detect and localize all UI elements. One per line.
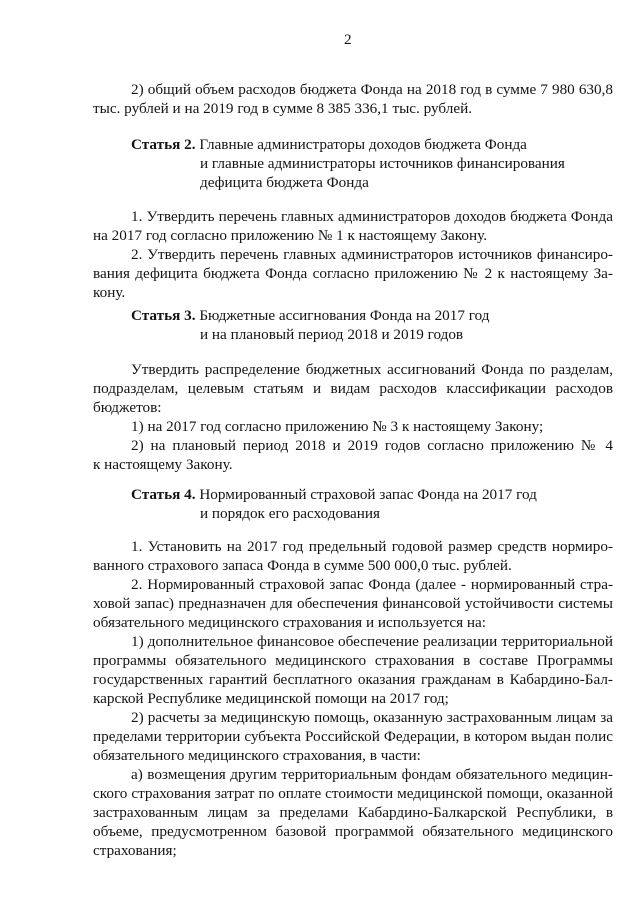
article-3-title: Бюджетные ассигнования Фонда на 2017 год <box>199 307 490 324</box>
text-line: 2. Нормированный страховой запас Фонда (далее - нормированный стра- <box>131 576 613 593</box>
article-2-title: дефицита бюджета Фонда <box>200 174 369 191</box>
text-line: обязательного медицинского страхования, в части: <box>93 747 421 764</box>
article-2-title: Главные администраторы доходов бюджета Фонда <box>199 136 527 153</box>
article-3-heading <box>131 306 489 326</box>
article-3-label: Статья 3. <box>131 307 196 324</box>
text-line: 1) дополнительное финансовое обеспечение реализации территориальной <box>131 633 613 650</box>
text-line: ванного страхового запаса Фонда в сумме 500 000,0 тыс. рублей. <box>93 557 512 574</box>
text-line: 2) общий объем расходов бюджета Фонда на 2018 год в сумме 7 980 630,8 <box>131 81 613 98</box>
article-4-title: Нормированный страховой запас Фонда на 2017 год <box>199 486 537 503</box>
text-line: 1) на 2017 год согласно приложению № 3 к настоящему Закону; <box>131 418 544 435</box>
text-line: подразделам, целевым статьям и видам расходов классификации расходов <box>93 380 613 397</box>
text-line: ского страхования затрат по оплате стоимости медицинской помощи, оказанной <box>93 785 613 802</box>
article-3-title: и на плановый период 2018 и 2019 годов <box>200 326 464 343</box>
text-line: к настоящему Закону. <box>93 456 233 473</box>
text-line: пределами территории субъекта Российской Федерации, в котором выдан полис <box>93 728 613 745</box>
text-line: а) возмещения другим территориальным фондам обязательного медицин- <box>131 766 613 783</box>
text-line: кону. <box>93 284 126 301</box>
text-line: обязательного медицинского страхования и используется на: <box>93 614 487 631</box>
text-line: программы обязательного медицинского страхования в составе Программы <box>93 652 613 669</box>
text-line: страхования; <box>93 842 177 859</box>
text-line: бюджетов: <box>93 399 162 416</box>
article-4-label: Статья 4. <box>131 486 196 503</box>
page-number: 2 <box>344 31 352 48</box>
text-line: тыс. рублей и на 2019 год в сумме 8 385 336,1 тыс. рублей. <box>93 100 473 117</box>
text-line: Утвердить распределение бюджетных ассигнований Фонда по разделам, <box>131 361 613 378</box>
text-line: застрахованным лицам за пределами Кабардино-Балкарской Республики, в <box>93 804 613 821</box>
text-line: на 2017 год согласно приложению № 1 к настоящему Закону. <box>93 227 487 244</box>
text-line: 2) расчеты за медицинскую помощь, оказанную застрахованным лицам за <box>131 709 613 726</box>
text-line: ховой запас) предназначен для обеспечения финансовой устойчивости системы <box>93 595 613 612</box>
text-line: 2. Утвердить перечень главных администраторов источников финансиро- <box>131 246 613 263</box>
article-4-title: и порядок его расходования <box>200 505 381 522</box>
text-line: государственных гарантий бесплатного оказания гражданам в Кабардино-Бал- <box>93 671 613 688</box>
text-line: 1. Установить на 2017 год предельный годовой размер средств нормиро- <box>131 538 613 555</box>
article-4-heading <box>131 485 537 505</box>
text-line: объеме, предусмотренном базовой программой обязательного медицинского <box>93 823 613 840</box>
article-2-heading <box>131 135 527 155</box>
article-2-label: Статья 2. <box>131 136 196 153</box>
text-line: вания дефицита бюджета Фонда согласно приложению № 2 к настоящему За- <box>93 265 613 282</box>
text-line: 1. Утвердить перечень главных администраторов доходов бюджета Фонда <box>131 208 613 225</box>
text-line: карской Республике медицинской помощи на 2017 год; <box>93 690 449 707</box>
article-2-title: и главные администраторы источников финансирования <box>200 155 565 172</box>
text-line: 2) на плановый период 2018 и 2019 годов согласно приложению № 4 <box>131 437 613 454</box>
